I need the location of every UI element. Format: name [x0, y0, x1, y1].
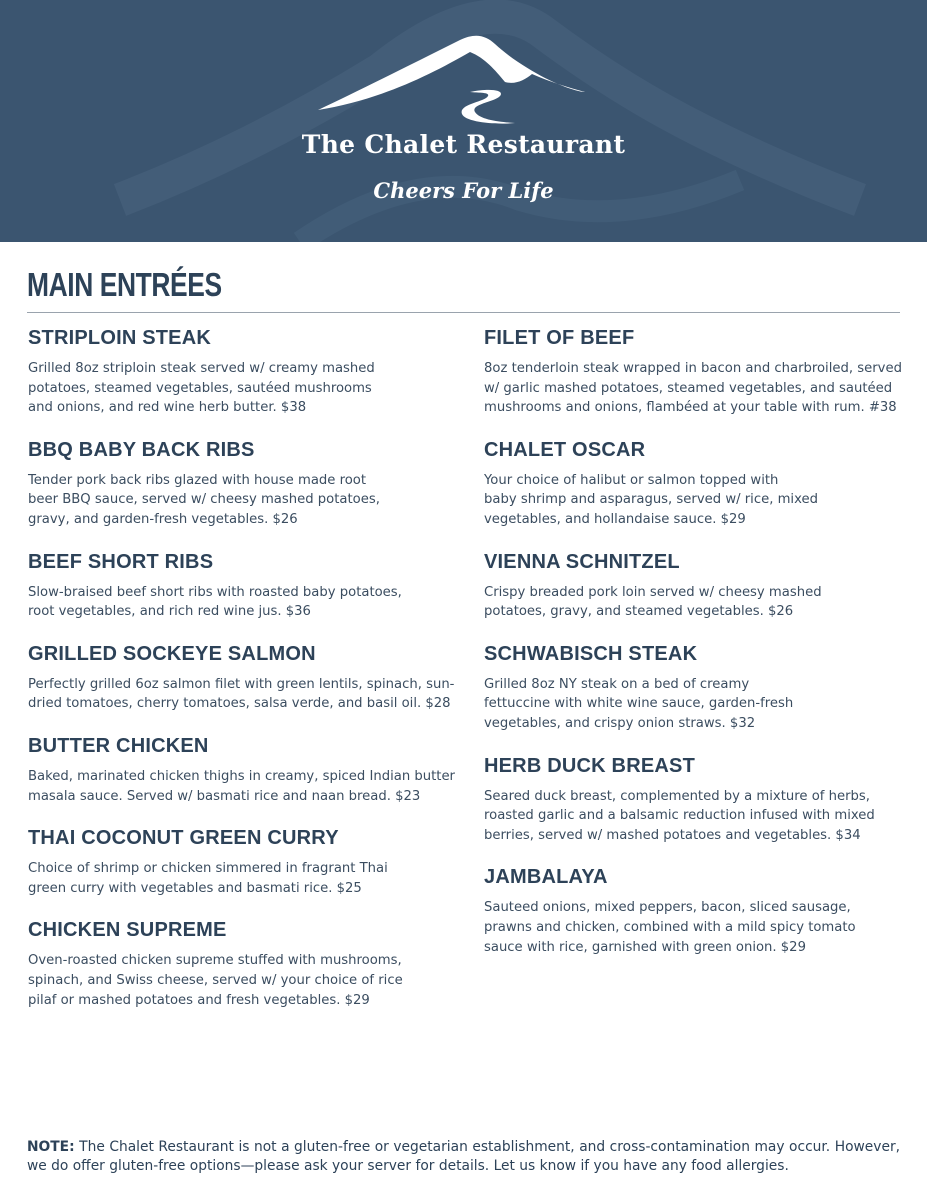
menu-item-description — [28, 359, 458, 418]
description-line: Choice of shrimp or chicken simmered in fragrant Thai — [28, 861, 388, 877]
menu-item — [484, 326, 904, 418]
description-line: spinach, and Swiss cheese, served w/ your choice of rice — [28, 972, 403, 988]
note-text: The Chalet Restaurant is not a gluten-free or vegetarian establishment, and cross-contamination may occur. However, we do offer gluten-free options—please ask your server for details. Let us know if you have any food allergies. — [27, 1139, 900, 1174]
description-line: mushrooms and onions, flambéed at your table with rum. #38 — [484, 400, 897, 416]
menu-item-description — [28, 951, 458, 1010]
menu-item-name: HERB DUCK BREAST — [484, 754, 695, 777]
description-line: Slow-braised beef short ribs with roasted baby potatoes, — [28, 584, 402, 600]
menu-item-description — [28, 767, 458, 806]
description-line: beer BBQ sauce, served w/ cheesy mashed potatoes, — [28, 492, 380, 508]
description-line: green curry with vegetables and basmati rice. $25 — [28, 880, 362, 896]
menu-item — [28, 438, 458, 530]
menu-item — [484, 754, 904, 846]
menu-item — [28, 734, 458, 806]
description-line: pilaf or mashed potatoes and fresh vegetables. $29 — [28, 992, 370, 1008]
menu-item — [484, 865, 904, 957]
description-line: Baked, marinated chicken thighs in creamy, spiced Indian butter — [28, 768, 455, 784]
menu-item — [28, 918, 458, 1010]
menu-item — [28, 826, 458, 898]
menu-item-name: THAI COCONUT GREEN CURRY — [28, 827, 339, 850]
menu-item-description — [484, 675, 904, 734]
menu-item-description — [28, 859, 458, 898]
menu-item — [484, 438, 904, 530]
description-line: and onions, and red wine herb butter. $38 — [28, 400, 307, 416]
menu-item-name: BUTTER CHICKEN — [28, 734, 209, 757]
restaurant-name: The Chalet Restaurant — [301, 130, 626, 159]
description-line: berries, served w/ mashed potatoes and vegetables. $34 — [484, 827, 861, 843]
description-line: Grilled 8oz NY steak on a bed of creamy — [484, 676, 750, 692]
description-line: Seared duck breast, complemented by a mixture of herbs, — [484, 788, 870, 804]
left-menu-column — [28, 326, 458, 1030]
description-line: vegetables, and crispy onion straws. $32 — [484, 715, 756, 731]
description-line: Oven-roasted chicken supreme stuffed with mushrooms, — [28, 953, 402, 969]
menu-item-name: STRIPLOIN STEAK — [28, 327, 212, 349]
description-line: w/ garlic mashed potatoes, steamed vegetables, and sautéed — [484, 380, 893, 396]
description-line: sauce with rice, garnished with green onion. $29 — [484, 939, 806, 955]
menu-item-name: GRILLED SOCKEYE SALMON — [28, 642, 316, 665]
menu-item-description — [484, 583, 904, 622]
description-line: roasted garlic and a balsamic reduction infused with mixed — [484, 808, 875, 824]
menu-item — [484, 550, 904, 622]
menu-item — [28, 642, 458, 714]
mountain-river-logo-icon — [300, 30, 630, 130]
menu-item-description — [28, 675, 458, 714]
description-line: baby shrimp and asparagus, served w/ rice, mixed — [484, 492, 818, 508]
description-line: prawns and chicken, combined with a mild spicy tomato — [484, 919, 856, 935]
menu-item-description — [484, 787, 904, 846]
allergy-note — [27, 1138, 900, 1176]
section-title: MAIN ENTRÉES — [27, 266, 222, 303]
menu-item-name: JAMBALAYA — [484, 866, 608, 889]
menu-item-name: CHICKEN SUPREME — [28, 919, 227, 942]
menu-item-description — [28, 471, 458, 530]
description-line: dried tomatoes, cherry tomatoes, salsa verde, and basil oil. $28 — [28, 696, 451, 712]
description-line: masala sauce. Served w/ basmati rice and naan bread. $23 — [28, 788, 421, 804]
menu-item-description — [28, 583, 458, 622]
menu-item — [484, 642, 904, 734]
description-line: fettuccine with white wine sauce, garden-fresh — [484, 696, 794, 712]
menu-item-description — [484, 471, 904, 530]
menu-item-description — [484, 359, 904, 418]
menu-item-name: SCHWABISCH STEAK — [484, 642, 698, 665]
menu-item-name: BEEF SHORT RIBS — [28, 550, 214, 573]
menu-item — [28, 550, 458, 622]
description-line: Crispy breaded pork loin served w/ cheesy mashed — [484, 584, 822, 600]
note-label: NOTE: — [27, 1139, 75, 1155]
description-line: Grilled 8oz striploin steak served w/ creamy mashed — [28, 361, 375, 376]
menu-item — [28, 326, 458, 418]
menu-item-name: BBQ BABY BACK RIBS — [28, 438, 255, 461]
section-divider — [27, 312, 900, 313]
description-line: potatoes, gravy, and steamed vegetables. $26 — [484, 604, 794, 620]
right-menu-column — [484, 326, 904, 977]
description-line: Perfectly grilled 6oz salmon filet with green lentils, spinach, sun- — [28, 676, 455, 692]
description-line: Sauteed onions, mixed peppers, bacon, sliced sausage, — [484, 900, 851, 916]
menu-item-name: CHALET OSCAR — [484, 438, 646, 461]
header-banner — [0, 0, 927, 242]
description-line: 8oz tenderloin steak wrapped in bacon and charbroiled, served — [484, 361, 902, 376]
menu-item-name: VIENNA SCHNITZEL — [484, 550, 680, 573]
menu-item-name: FILET OF BEEF — [484, 327, 635, 349]
tagline: Cheers For Life — [373, 178, 554, 203]
description-line: Tender pork back ribs glazed with house made root — [28, 472, 367, 488]
menu-item-description — [484, 898, 904, 957]
description-line: root vegetables, and rich red wine jus. $36 — [28, 604, 311, 620]
description-line: vegetables, and hollandaise sauce. $29 — [484, 511, 746, 527]
description-line: gravy, and garden-fresh vegetables. $26 — [28, 511, 298, 527]
description-line: potatoes, steamed vegetables, sautéed mushrooms — [28, 380, 372, 396]
description-line: Your choice of halibut or salmon topped with — [484, 472, 779, 488]
